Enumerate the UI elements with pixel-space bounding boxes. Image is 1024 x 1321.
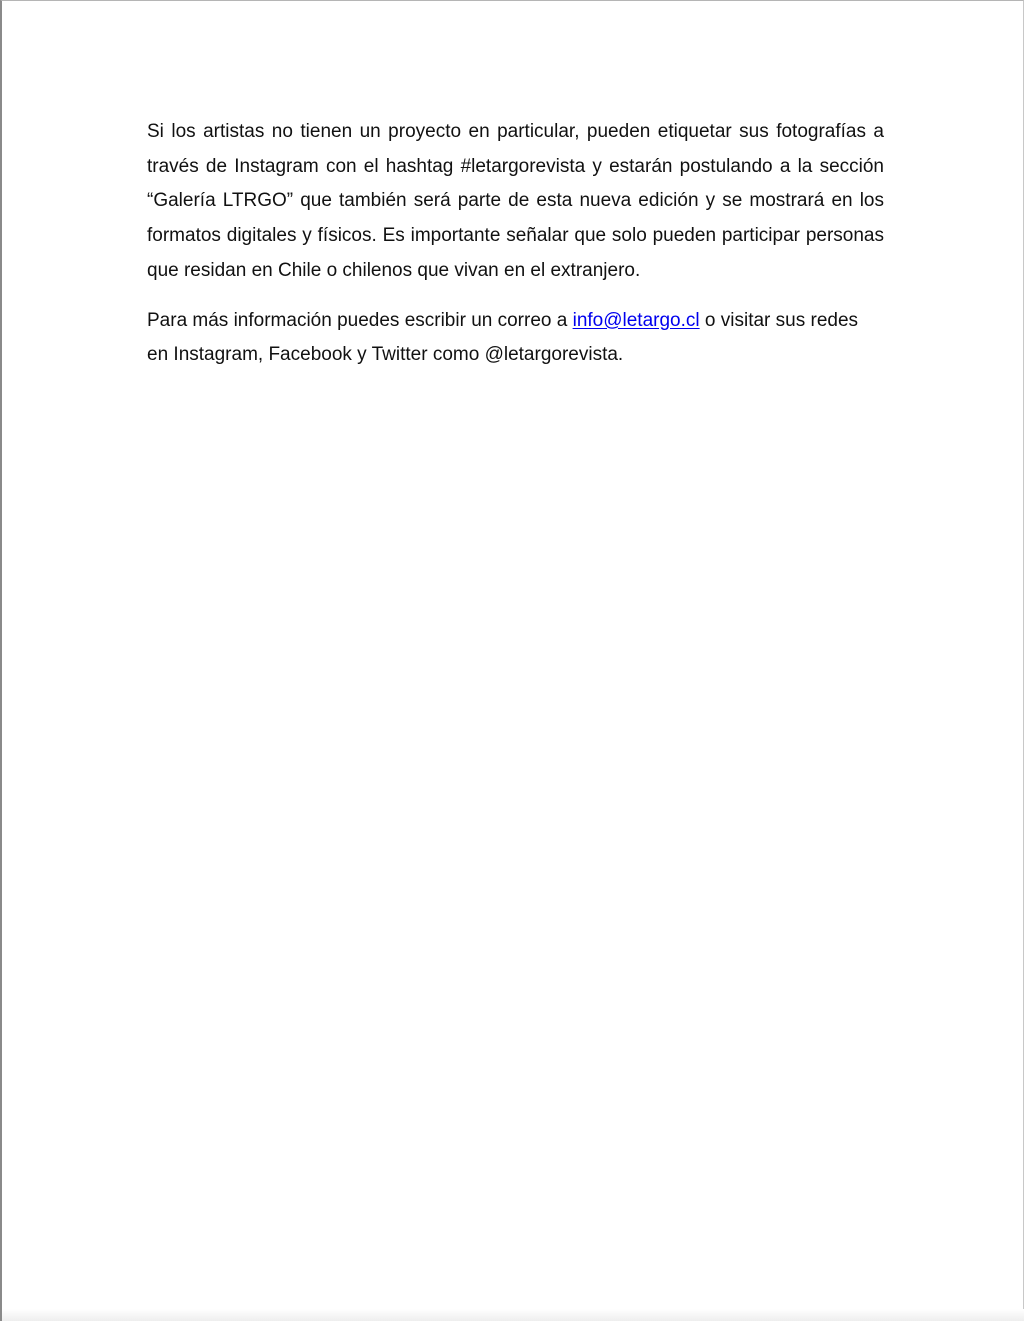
contact-text-after-link: o visitar sus redes en Instagram, Facebook y Twitter como @letargorevista. (147, 309, 859, 366)
paragraph-artist-hashtag: Si los artistas no tienen un proyecto en particular, pueden etiquetar sus fotografías a través de Instagram con el hashtag #letargorevista y estarán postulando a la sección “Galería LTRGO” que también será parte de esta nueva edición y se mostrará en los formatos digitales y físicos. Es importante señalar que solo pueden participar personas que residan en Chile o chilenos que vivan en el extranjero. (147, 121, 884, 281)
contact-text-before-link: Para más información puedes escribir un correo a (147, 309, 573, 331)
page-bottom-shadow (2, 1309, 1024, 1321)
paragraph-contact-info (147, 304, 884, 373)
document-page (147, 115, 884, 373)
email-link[interactable]: info@letargo.cl (572, 309, 700, 331)
